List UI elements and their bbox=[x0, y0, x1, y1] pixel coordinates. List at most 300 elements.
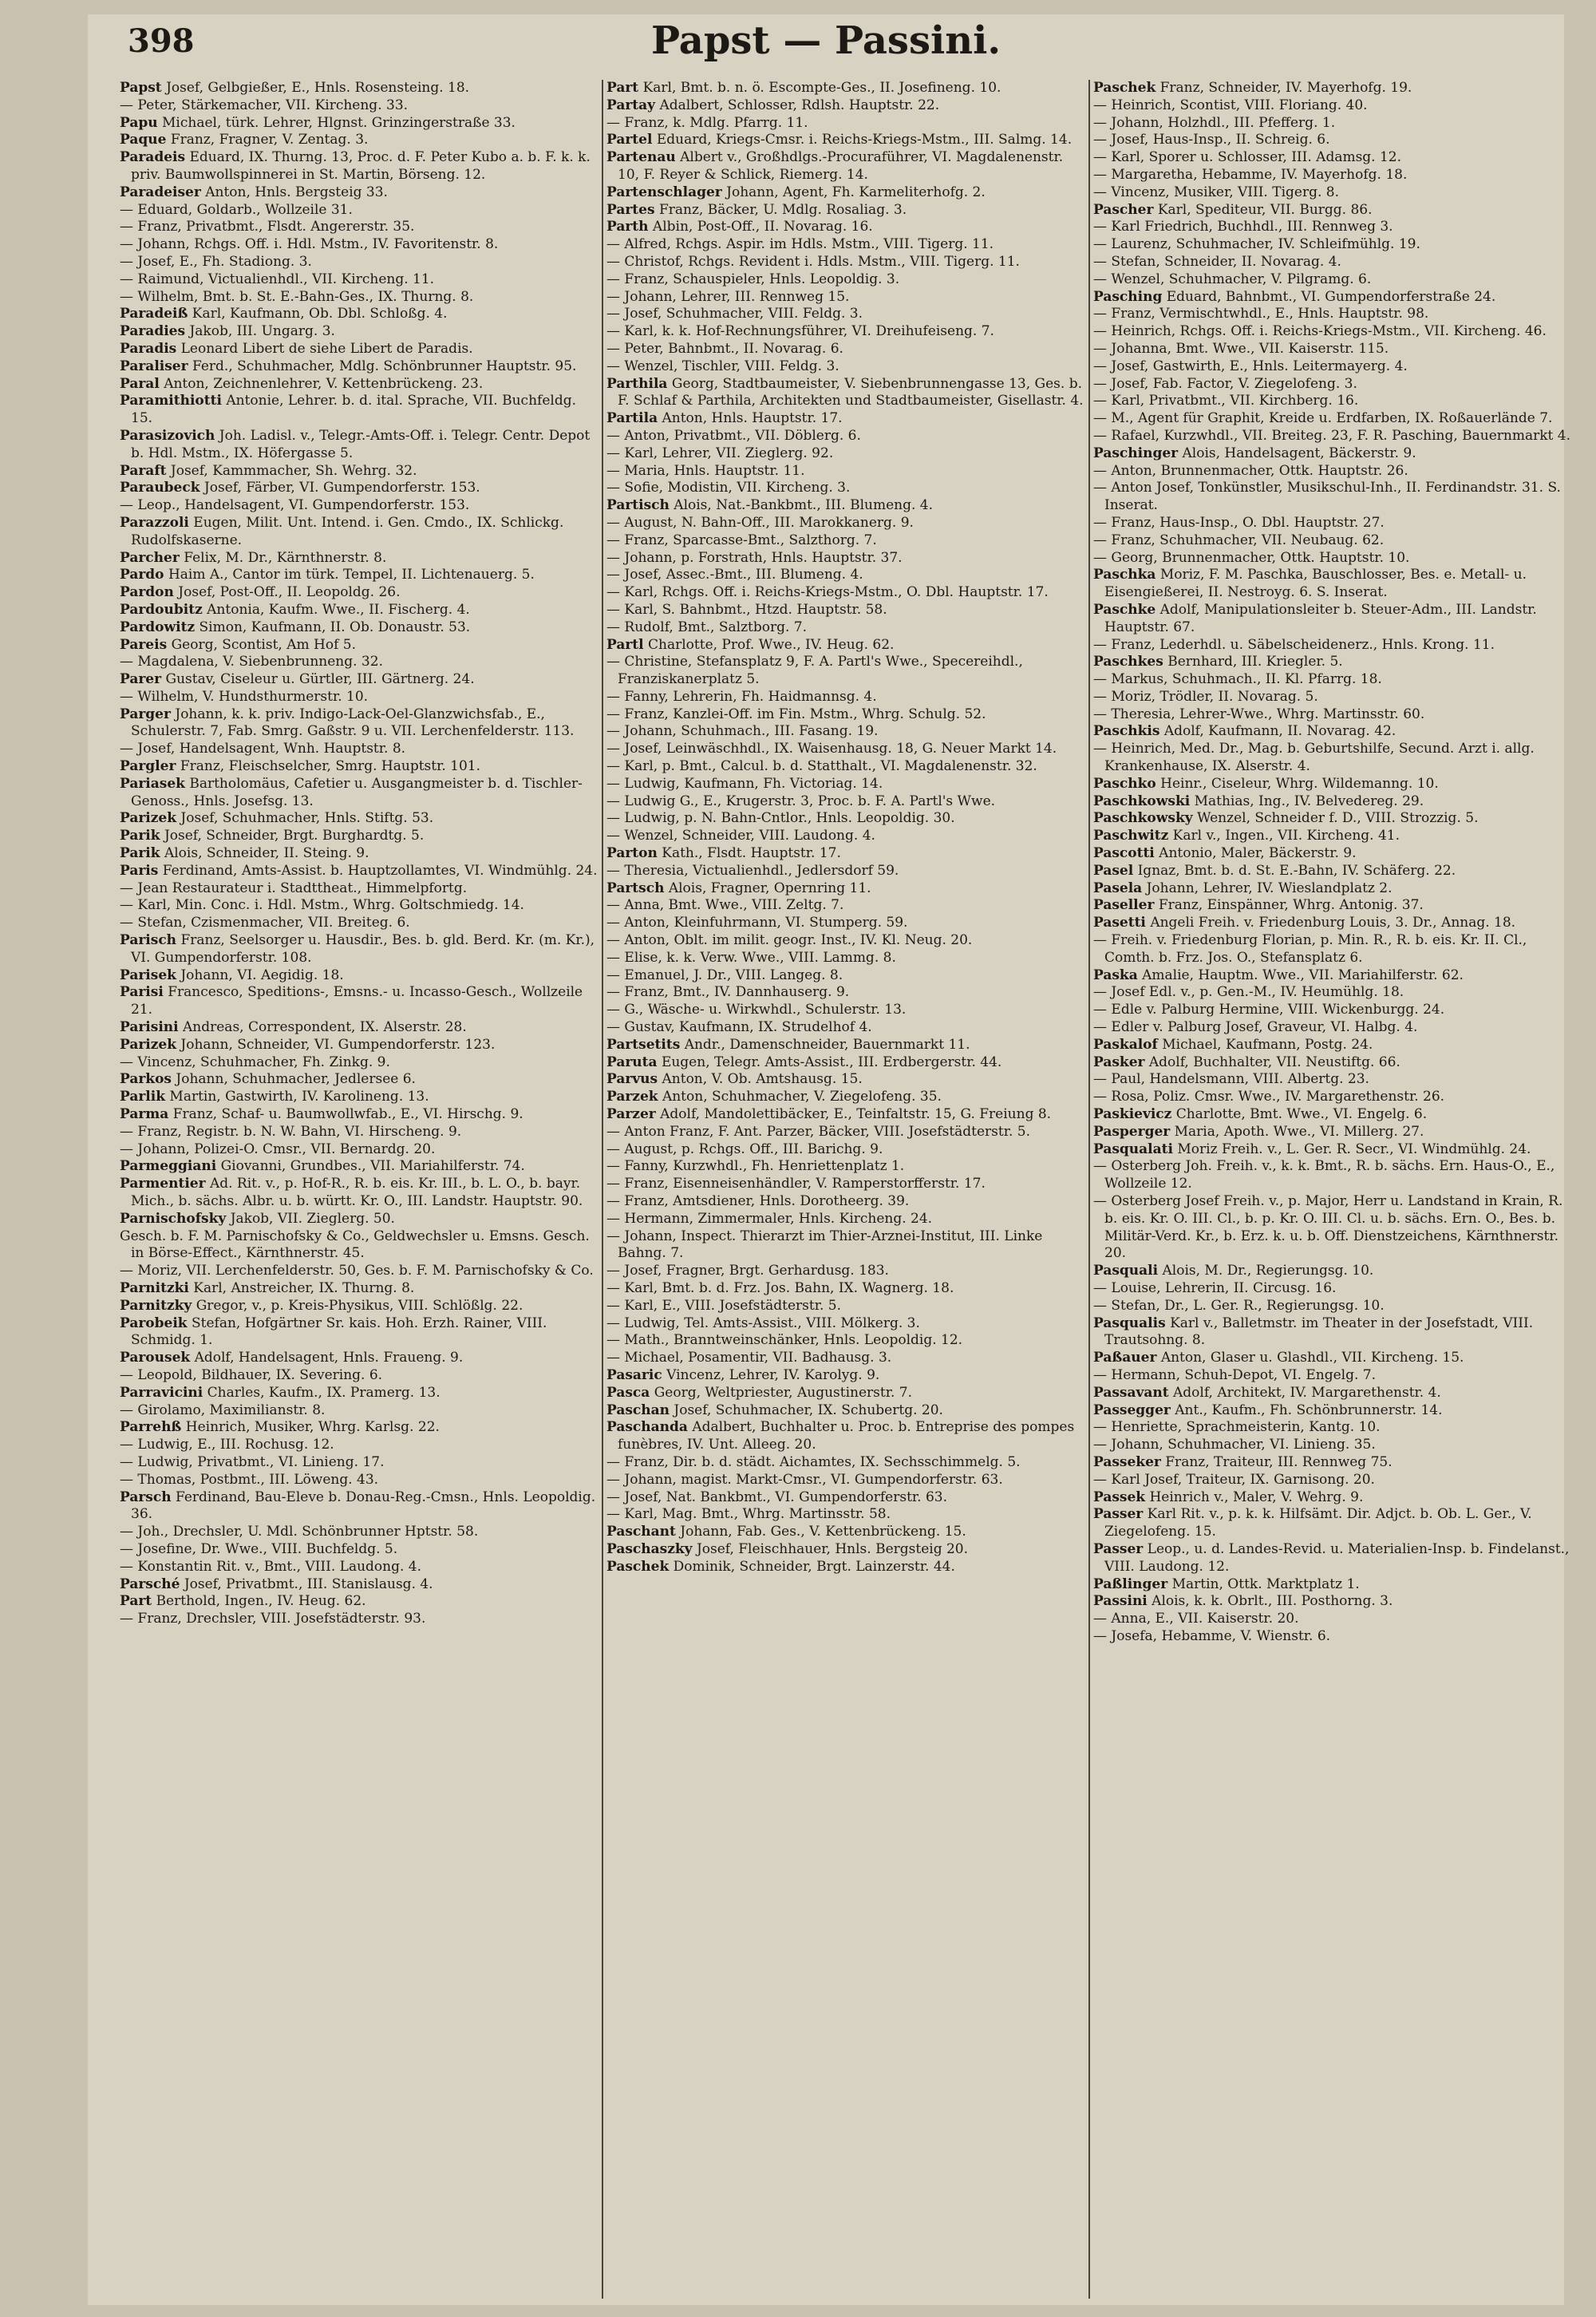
directory-entry bbox=[606, 341, 1085, 358]
entry-details: — M., Agent für Graphit, Kreide u. Erdfarben, IX. Roßauerlände 7. bbox=[1093, 410, 1553, 427]
directory-entry bbox=[1093, 984, 1572, 1002]
directory-entry bbox=[606, 550, 1085, 567]
directory-entry bbox=[120, 1402, 598, 1420]
directory-entry bbox=[1093, 550, 1572, 567]
entry-details: — Karl Josef, Traiteur, IX. Garnisong. 20. bbox=[1093, 1471, 1375, 1488]
directory-entry bbox=[606, 1141, 1085, 1159]
entry-details: — Eduard, Goldarb., Wollzeile 31. bbox=[120, 201, 353, 218]
entry-details: — Leopold, Bildhauer, IX. Severing. 6. bbox=[120, 1366, 383, 1383]
entry-surname: Partel bbox=[606, 132, 653, 148]
entry-surname: Parnischofsky bbox=[120, 1210, 227, 1227]
column-3 bbox=[1093, 80, 1572, 2299]
directory-entry bbox=[120, 863, 598, 880]
directory-entry bbox=[1093, 393, 1572, 410]
entry-details: Franz, Fragner, V. Zentag. 3. bbox=[170, 132, 369, 148]
directory-entry bbox=[606, 567, 1085, 584]
entry-details: — Stefan, Schneider, II. Novarag. 4. bbox=[1093, 253, 1341, 270]
entry-details: — Theresia, Lehrer-Wwe., Whrg. Martinsstr. 60. bbox=[1093, 706, 1425, 722]
directory-entry bbox=[120, 915, 598, 932]
directory-entry bbox=[606, 863, 1085, 880]
entry-surname: Paradeiser bbox=[120, 184, 201, 200]
entry-details: — Heinrich, Rchgs. Off. i. Reichs-Kriegs-Mstm., VII. Kircheng. 46. bbox=[1093, 323, 1547, 340]
entry-details: — Karl, S. Bahnbmt., Htzd. Hauptstr. 58. bbox=[606, 601, 887, 618]
entry-details: — Franz, Vermischtwhdl., E., Hnls. Hauptstr. 98. bbox=[1093, 306, 1429, 322]
entry-surname: Paschaszky bbox=[606, 1540, 693, 1557]
entry-details: — Vincenz, Musiker, VIII. Tigerg. 8. bbox=[1093, 184, 1339, 200]
entry-details: Simon, Kaufmann, II. Ob. Donaustr. 53. bbox=[199, 619, 471, 635]
entry-details: — Josef, Fab. Factor, V. Ziegelofeng. 3. bbox=[1093, 375, 1357, 392]
entry-details: Franz, Seelsorger u. Hausdir., Bes. b. gld. Berd. Kr. (m. Kr.), VI. Gumpendorferstr. 108. bbox=[131, 932, 595, 966]
directory-entry bbox=[120, 1054, 598, 1072]
entry-surname: Parasizovich bbox=[120, 427, 215, 444]
entry-surname: Passer bbox=[1093, 1506, 1144, 1523]
directory-entry bbox=[1093, 1576, 1572, 1594]
entry-surname: Parcher bbox=[120, 549, 180, 566]
entry-surname: Parisi bbox=[120, 984, 164, 1001]
entry-details: — Gustav, Kaufmann, IX. Strudelhof 4. bbox=[606, 1019, 872, 1036]
entry-details: Johann, VI. Aegidig. 18. bbox=[180, 967, 344, 983]
directory-entry bbox=[606, 376, 1085, 411]
directory-entry bbox=[1093, 480, 1572, 515]
directory-entry bbox=[606, 654, 1085, 689]
entry-surname: Paschwitz bbox=[1093, 828, 1169, 844]
entry-surname: Pasching bbox=[1093, 288, 1163, 305]
directory-entry bbox=[606, 97, 1085, 115]
entry-details: — Moriz, Trödler, II. Novarag. 5. bbox=[1093, 688, 1318, 705]
entry-details: — Ludwig, p. N. Bahn-Cntlor., Hnls. Leopoldig. 30. bbox=[606, 810, 955, 827]
entry-surname: Pascotti bbox=[1093, 845, 1155, 862]
directory-entry bbox=[606, 480, 1085, 497]
entry-details: Antonia, Kaufm. Wwe., II. Fischerg. 4. bbox=[207, 601, 470, 618]
entry-details: Franz, Schaf- u. Baumwollwfab., E., VI. Hirschg. 9. bbox=[172, 1106, 523, 1123]
directory-entry bbox=[120, 515, 598, 550]
entry-details: Johann, Lehrer, IV. Wieslandplatz 2. bbox=[1146, 880, 1393, 896]
entry-details: — Edler v. Palburg Josef, Graveur, VI. Halbg. 4. bbox=[1093, 1019, 1418, 1036]
entry-surname: Paschan bbox=[606, 1402, 670, 1418]
directory-entry bbox=[606, 202, 1085, 219]
directory-entry bbox=[1093, 115, 1572, 132]
directory-entry bbox=[120, 1211, 598, 1228]
directory-entry bbox=[606, 1524, 1085, 1541]
directory-entry bbox=[120, 463, 598, 480]
directory-entry bbox=[120, 358, 598, 376]
directory-entry bbox=[606, 1071, 1085, 1089]
directory-entry bbox=[120, 706, 598, 741]
entry-details: — Ludwig, Privatbmt., VI. Linieng. 17. bbox=[120, 1453, 385, 1470]
entry-details: — Josef, Handelsagent, Wnh. Hauptstr. 8. bbox=[120, 741, 406, 757]
entry-details: — Ludwig, E., III. Rochusg. 12. bbox=[120, 1437, 334, 1453]
entry-details: Josef, Post-Off., II. Leopoldg. 26. bbox=[178, 584, 401, 601]
entry-details: — Christof, Rchgs. Revident i. Hdls. Mstm., VIII. Tigerg. 11. bbox=[606, 253, 1020, 270]
entry-details: — Alfred, Rchgs. Aspir. im Hdls. Mstm., VIII. Tigerg. 11. bbox=[606, 236, 994, 253]
directory-entry bbox=[120, 497, 598, 515]
directory-entry bbox=[606, 880, 1085, 898]
entry-surname: Parton bbox=[606, 845, 658, 862]
directory-entry bbox=[120, 619, 598, 637]
directory-entry bbox=[1093, 1193, 1572, 1263]
directory-entry bbox=[120, 115, 598, 132]
entry-details: Wenzel, Schneider f. D., VIII. Strozzig. 5. bbox=[1197, 810, 1479, 827]
entry-details: Alois, Nat.-Bankbmt., III. Blumeng. 4. bbox=[674, 497, 933, 514]
entry-surname: Parik bbox=[120, 845, 160, 862]
entry-details: — August, p. Rchgs. Off., III. Barichg. 9. bbox=[606, 1141, 883, 1157]
entry-surname: Pariasek bbox=[120, 775, 185, 792]
directory-entry bbox=[606, 1089, 1085, 1106]
entry-details: — Josef, Gastwirth, E., Hnls. Leitermayerg. 4. bbox=[1093, 358, 1408, 374]
directory-entry bbox=[120, 1437, 598, 1454]
entry-details: Adolf, Handelsagent, Hnls. Fraueng. 9. bbox=[194, 1350, 464, 1366]
directory-entry bbox=[1093, 1054, 1572, 1072]
entry-details: — Franz, Amtsdiener, Hnls. Dorotheerg. 39. bbox=[606, 1193, 910, 1209]
entry-details: Karl, Anstreicher, IX. Thurng. 8. bbox=[193, 1279, 415, 1296]
directory-entry bbox=[120, 306, 598, 323]
directory-entry bbox=[606, 706, 1085, 724]
entry-surname: Partsetits bbox=[606, 1036, 681, 1053]
directory-entry bbox=[120, 80, 598, 97]
entry-surname: Partay bbox=[606, 97, 656, 113]
entry-surname: Paskalof bbox=[1093, 1036, 1158, 1053]
entry-details: Ferd., Schuhmacher, Mdlg. Schönbrunner Hauptstr. 95. bbox=[192, 358, 577, 374]
directory-entry bbox=[120, 1576, 598, 1594]
entry-details: Alois, M. Dr., Regierungsg. 10. bbox=[1162, 1263, 1374, 1279]
directory-entry bbox=[1093, 1454, 1572, 1472]
directory-entry bbox=[120, 671, 598, 689]
directory-entry bbox=[1093, 1141, 1572, 1159]
entry-details: Albert v., Großhdlgs.-Procuraführer, VI. Magdalenenstr. 10, F. Reyer & Schlick, Riemerg. 14. bbox=[618, 149, 1064, 183]
directory-entry bbox=[606, 689, 1085, 706]
entry-details: Amalie, Hauptm. Wwe., VII. Mariahilferstr. 62. bbox=[1142, 967, 1464, 983]
directory-entry bbox=[1093, 1611, 1572, 1628]
entry-details: — Paul, Handelsmann, VIII. Albertg. 23. bbox=[1093, 1071, 1369, 1088]
entry-surname: Paseller bbox=[1093, 897, 1155, 914]
entry-surname: Paraft bbox=[120, 462, 167, 479]
directory-entry bbox=[1093, 1263, 1572, 1280]
entry-surname: Parzer bbox=[606, 1106, 656, 1123]
entry-details: — Hermann, Zimmermaler, Hnls. Kircheng. 24. bbox=[606, 1210, 933, 1227]
entry-surname: Parisch bbox=[120, 932, 177, 949]
entry-details: Jakob, VII. Zieglerg. 50. bbox=[230, 1210, 395, 1227]
directory-entry bbox=[606, 1472, 1085, 1489]
entry-surname: Parsché bbox=[120, 1576, 180, 1592]
entry-surname: Parousek bbox=[120, 1350, 191, 1366]
directory-entry bbox=[120, 567, 598, 584]
entry-details: Karl v., Balletmstr. im Theater in der Josefstadt, VIII. Trautsohng. 8. bbox=[1104, 1315, 1534, 1349]
directory-entry bbox=[1093, 132, 1572, 149]
entry-details: Alois, Schneider, II. Steing. 9. bbox=[164, 845, 369, 862]
entry-surname: Part bbox=[120, 1593, 152, 1610]
entry-surname: Pasel bbox=[1093, 862, 1134, 879]
entry-surname: Parobeik bbox=[120, 1315, 188, 1331]
directory-entry bbox=[606, 80, 1085, 97]
directory-page bbox=[88, 14, 1570, 2305]
directory-entry bbox=[1093, 1002, 1572, 1019]
entry-details: — Johann, Schuhmacher, VI. Linieng. 35. bbox=[1093, 1437, 1376, 1453]
entry-details: Antonie, Lehrer. b. d. ital. Sprache, VII. Buchfeldg. 15. bbox=[131, 393, 576, 427]
entry-details: — Johann, p. Forstrath, Hnls. Hauptstr. 37. bbox=[606, 549, 903, 566]
entry-details: Anton, Hnls. Hauptstr. 17. bbox=[662, 410, 843, 427]
entry-surname: Paradies bbox=[120, 323, 186, 340]
directory-entry bbox=[606, 950, 1085, 967]
entry-surname: Pasqualis bbox=[1093, 1315, 1166, 1331]
entry-details: Georg, Scontist, Am Hof 5. bbox=[171, 636, 357, 653]
directory-entry bbox=[1093, 706, 1572, 724]
entry-surname: Paßauer bbox=[1093, 1350, 1157, 1366]
entry-details: Franz, Traiteur, III. Rennweg 75. bbox=[1165, 1453, 1393, 1470]
entry-details: Josef, Schneider, Brgt. Burghardtg. 5. bbox=[164, 828, 425, 844]
entry-details: — Josefa, Hebamme, V. Wienstr. 6. bbox=[1093, 1627, 1331, 1644]
directory-entry bbox=[1093, 341, 1572, 358]
entry-details: Vincenz, Lehrer, IV. Karolyg. 9. bbox=[666, 1366, 880, 1383]
entry-surname: Passer bbox=[1093, 1540, 1144, 1557]
entry-surname: Parger bbox=[120, 706, 171, 722]
entry-details: Adolf, Kaufmann, II. Novarag. 42. bbox=[1163, 723, 1396, 740]
directory-entry bbox=[1093, 445, 1572, 463]
directory-entry bbox=[120, 219, 598, 236]
entry-details: Eduard, IX. Thurng. 13, Proc. d. F. Peter Kubo a. b. F. k. k. priv. Baumwollspinnerei in St. Martin, Börseng. 12. bbox=[131, 149, 591, 183]
entry-surname: Parazzoli bbox=[120, 514, 189, 531]
directory-entry bbox=[606, 619, 1085, 637]
directory-entry bbox=[120, 1524, 598, 1541]
entry-details: — Josef, Fragner, Brgt. Gerhardusg. 183. bbox=[606, 1263, 889, 1279]
directory-entry bbox=[606, 532, 1085, 550]
entry-details: — Elise, k. k. Verw. Wwe., VIII. Lammg. 8. bbox=[606, 949, 896, 966]
directory-entry bbox=[120, 1106, 598, 1124]
directory-entry bbox=[120, 271, 598, 289]
entry-details: Leop., u. d. Landes-Revid. u. Materialien-Insp. b. Findelanst., VIII. Laudong. 12. bbox=[1104, 1540, 1570, 1575]
entry-surname: Papu bbox=[120, 114, 158, 131]
directory-entry bbox=[1093, 741, 1572, 776]
entry-details: — Josef, Haus-Insp., II. Schreig. 6. bbox=[1093, 132, 1330, 148]
directory-entry bbox=[120, 637, 598, 654]
entry-surname: Paschke bbox=[1093, 601, 1156, 618]
directory-entry bbox=[606, 776, 1085, 793]
entry-surname: Paskievicz bbox=[1093, 1106, 1172, 1123]
directory-entry bbox=[120, 1019, 598, 1037]
entry-details: — Laurenz, Schuhmacher, IV. Schleifmühlg. 19. bbox=[1093, 236, 1420, 253]
directory-entry bbox=[606, 897, 1085, 915]
entry-surname: Parthila bbox=[606, 375, 668, 392]
directory-entry bbox=[1093, 723, 1572, 741]
entry-details: — Girolamo, Maximilianstr. 8. bbox=[120, 1402, 326, 1418]
entry-details: — Karl, Rchgs. Off. i. Reichs-Kriegs-Mstm., O. Dbl. Hauptstr. 17. bbox=[606, 584, 1049, 601]
directory-entry bbox=[1093, 1419, 1572, 1437]
directory-entry bbox=[120, 1559, 598, 1576]
entry-details: Josef, Färber, VI. Gumpendorferstr. 153. bbox=[203, 480, 480, 496]
directory-entry bbox=[120, 1367, 598, 1385]
entry-details: Karl, Bmt. b. n. ö. Escompte-Ges., II. Josefineng. 10. bbox=[642, 80, 1001, 96]
entry-details: Martin, Gastwirth, IV. Karolineng. 13. bbox=[169, 1089, 429, 1105]
directory-entry bbox=[1093, 306, 1572, 323]
directory-entry bbox=[1093, 149, 1572, 167]
directory-entry bbox=[1093, 1298, 1572, 1315]
entry-details: Moriz, F. M. Paschka, Bauschlosser, Bes. e. Metall- u. Eisengießerei, II. Nestroyg. 6. S. Inserat. bbox=[1104, 567, 1527, 601]
directory-entry bbox=[606, 184, 1085, 202]
directory-entry bbox=[1093, 793, 1572, 811]
directory-entry bbox=[606, 828, 1085, 845]
entry-details: — Karl, Privatbmt., VII. Kirchberg. 16. bbox=[1093, 393, 1359, 409]
entry-details: Eugen, Milit. Unt. Intend. i. Gen. Cmdo., IX. Schlickg. Rudolfskaserne. bbox=[131, 514, 564, 548]
directory-entry bbox=[606, 1037, 1085, 1054]
directory-entry bbox=[1093, 289, 1572, 306]
directory-entry bbox=[606, 1506, 1085, 1524]
directory-entry bbox=[120, 1071, 598, 1089]
entry-details: Heinrich, Musiker, Whrg. Karlsg. 22. bbox=[185, 1419, 440, 1436]
directory-entry bbox=[120, 1176, 598, 1211]
entry-details: — Magdalena, V. Siebenbrunneng. 32. bbox=[120, 654, 383, 670]
entry-details: Karl, Spediteur, VII. Burgg. 86. bbox=[1157, 201, 1373, 218]
entry-surname: Paramithiotti bbox=[120, 393, 222, 409]
directory-entry bbox=[1093, 1315, 1572, 1350]
entry-details: — Fanny, Kurzwhdl., Fh. Henriettenplatz 1. bbox=[606, 1158, 905, 1175]
directory-entry bbox=[1093, 1506, 1572, 1541]
entry-surname: Parnitzki bbox=[120, 1279, 189, 1296]
entry-details: Josef, Privatbmt., III. Stanislausg. 4. bbox=[184, 1576, 433, 1592]
directory-entry bbox=[606, 915, 1085, 932]
directory-entry bbox=[606, 236, 1085, 254]
column-divider bbox=[1088, 80, 1090, 2299]
entry-details: — Anton Franz, F. Ant. Parzer, Bäcker, VIII. Josefstädterstr. 5. bbox=[606, 1123, 1031, 1140]
directory-entry bbox=[1093, 428, 1572, 445]
entry-surname: Papst bbox=[120, 80, 162, 96]
entry-details: Bartholomäus, Cafetier u. Ausgangmeister b. d. Tischler-Genoss., Hnls. Josefsg. 13. bbox=[131, 775, 583, 809]
entry-details: Karl Rit. v., p. k. k. Hilfsämt. Dir. Adjct. b. Ob. L. Ger., V. Ziegelofeng. 15. bbox=[1104, 1506, 1532, 1540]
directory-entry bbox=[606, 602, 1085, 619]
entry-surname: Pareis bbox=[120, 636, 168, 653]
directory-entry bbox=[606, 445, 1085, 463]
entry-details: Eugen, Telegr. Amts-Assist., III. Erdbergerstr. 44. bbox=[661, 1054, 1002, 1070]
entry-details: Karl v., Ingen., VII. Kircheng. 41. bbox=[1172, 828, 1400, 844]
entry-details: — Raimund, Victualienhdl., VII. Kircheng. 11. bbox=[120, 271, 435, 287]
directory-entry bbox=[120, 1280, 598, 1298]
directory-entry bbox=[120, 550, 598, 567]
entry-details: — Peter, Stärkemacher, VII. Kircheng. 33. bbox=[120, 97, 409, 113]
entry-surname: Parlik bbox=[120, 1089, 165, 1105]
entry-details: — Johann, magist. Markt-Cmsr., VI. Gumpendorferstr. 63. bbox=[606, 1471, 1003, 1488]
entry-details: — Franz, Eisenneisenhändler, V. Ramperstorfferstr. 17. bbox=[606, 1176, 986, 1192]
entry-details: — Rosa, Poliz. Cmsr. Wwe., IV. Margarethenstr. 26. bbox=[1093, 1089, 1445, 1105]
directory-entry bbox=[606, 115, 1085, 132]
entry-details: Leonard Libert de siehe Libert de Paradis. bbox=[180, 340, 473, 357]
directory-entry bbox=[1093, 254, 1572, 271]
directory-entry bbox=[120, 897, 598, 915]
entry-surname: Parvus bbox=[606, 1071, 658, 1088]
directory-entry bbox=[606, 306, 1085, 323]
entry-surname: Parisini bbox=[120, 1019, 179, 1036]
entry-details: — Johann, Rchgs. Off. i. Hdl. Mstm., IV. Favoritenstr. 8. bbox=[120, 236, 499, 253]
running-head: Papst — Passini. bbox=[650, 18, 1001, 63]
entry-details: — Karl, p. Bmt., Calcul. b. d. Statthalt., VI. Magdalenenstr. 32. bbox=[606, 758, 1037, 775]
directory-entry bbox=[1093, 1071, 1572, 1089]
directory-entry bbox=[606, 1002, 1085, 1019]
directory-entry bbox=[120, 1124, 598, 1141]
entry-details: — Konstantin Rit. v., Bmt., VIII. Laudong. 4. bbox=[120, 1558, 422, 1575]
entry-details: — Math., Branntweinschänker, Hnls. Leopoldig. 12. bbox=[606, 1332, 963, 1349]
entry-details: Michael, türk. Lehrer, Hlgnst. Grinzingerstraße 33. bbox=[162, 114, 516, 131]
entry-details: — Michael, Posamentir, VII. Badhausg. 3. bbox=[606, 1350, 892, 1366]
entry-surname: Partenschlager bbox=[606, 184, 722, 200]
directory-entry bbox=[1093, 97, 1572, 115]
directory-entry bbox=[120, 1141, 598, 1159]
directory-entry bbox=[1093, 1385, 1572, 1402]
entry-details: — Leop., Handelsagent, VI. Gumpendorferstr. 153. bbox=[120, 497, 470, 514]
directory-entry bbox=[1093, 897, 1572, 915]
entry-surname: Partsch bbox=[606, 880, 665, 896]
directory-entry bbox=[120, 1472, 598, 1489]
directory-entry bbox=[1093, 463, 1572, 480]
entry-details: — August, N. Bahn-Off., III. Marokkanerg. 9. bbox=[606, 514, 914, 531]
entry-details: — Anton Josef, Tonkünstler, Musikschul-Inh., II. Ferdinandstr. 31. S. Inserat. bbox=[1093, 480, 1561, 514]
directory-entry bbox=[120, 654, 598, 671]
entry-surname: Passini bbox=[1093, 1593, 1148, 1610]
entry-details: — Franz, Bmt., IV. Dannhauserg. 9. bbox=[606, 984, 850, 1001]
entry-details: — Josefine, Dr. Wwe., VIII. Buchfeldg. 5. bbox=[120, 1540, 398, 1557]
entry-details: — Anton, Privatbmt., VII. Döblerg. 6. bbox=[606, 427, 861, 444]
entry-details: — Johann, Polizei-O. Cmsr., VII. Bernardg. 20. bbox=[120, 1141, 436, 1157]
directory-entry bbox=[120, 132, 598, 149]
directory-entry bbox=[1093, 776, 1572, 793]
entry-details: — Johanna, Bmt. Wwe., VII. Kaiserstr. 115. bbox=[1093, 340, 1389, 357]
entry-details: — Johann, Schuhmach., III. Fasang. 19. bbox=[606, 723, 879, 740]
directory-entry bbox=[606, 1019, 1085, 1037]
directory-entry bbox=[120, 1454, 598, 1472]
directory-entry bbox=[120, 689, 598, 706]
entry-surname: Pasquali bbox=[1093, 1263, 1159, 1279]
directory-entry bbox=[606, 1211, 1085, 1228]
directory-entry bbox=[1093, 358, 1572, 376]
entry-details: Adalbert, Buchhalter u. Proc. b. Entreprise des pompes funèbres, IV. Unt. Alleeg. 20. bbox=[618, 1419, 1075, 1453]
entry-details: — Louise, Lehrerin, II. Circusg. 16. bbox=[1093, 1279, 1337, 1296]
entry-details: Karl, Kaufmann, Ob. Dbl. Schloßg. 4. bbox=[192, 306, 448, 322]
entry-details: Felix, M. Dr., Kärnthnerstr. 8. bbox=[184, 549, 387, 566]
entry-details: Josef, Gelbgießer, E., Hnls. Rosensteing. 18. bbox=[166, 80, 470, 96]
directory-entry bbox=[606, 410, 1085, 428]
entry-details: Anton, V. Ob. Amtshausg. 15. bbox=[662, 1071, 863, 1088]
directory-entry bbox=[1093, 1089, 1572, 1106]
entry-surname: Pasetti bbox=[1093, 915, 1146, 931]
entry-surname: Paschanda bbox=[606, 1419, 688, 1436]
entry-surname: Partl bbox=[606, 636, 644, 653]
column-2 bbox=[606, 80, 1085, 2299]
entry-surname: Paraubeck bbox=[120, 480, 200, 496]
entry-details: Ant., Kaufm., Fh. Schönbrunnerstr. 14. bbox=[1175, 1402, 1443, 1418]
directory-entry bbox=[606, 1228, 1085, 1263]
directory-entry bbox=[606, 1385, 1085, 1402]
directory-entry bbox=[1093, 1489, 1572, 1507]
entry-details: Mathias, Ing., IV. Belvedereg. 29. bbox=[1194, 793, 1424, 809]
entry-details: — Franz, Drechsler, VIII. Josefstädterstr. 93. bbox=[120, 1611, 426, 1627]
directory-entry bbox=[606, 271, 1085, 289]
directory-entry bbox=[120, 1089, 598, 1106]
directory-entry bbox=[1093, 863, 1572, 880]
entry-surname: Paruta bbox=[606, 1054, 658, 1070]
entry-details: — Freih. v. Friedenburg Florian, p. Min. R., R. b. eis. Kr. II. Cl., Comth. b. Frz. Jos. O., Stefansplatz 6. bbox=[1093, 932, 1527, 966]
entry-details: Eduard, Kriegs-Cmsr. i. Reichs-Kriegs-Mstm., III. Salmg. 14. bbox=[656, 132, 1073, 148]
directory-entry bbox=[120, 845, 598, 863]
entry-details: Anton, Glaser u. Glashdl., VII. Kircheng. 15. bbox=[1160, 1350, 1464, 1366]
directory-entry bbox=[1093, 602, 1572, 637]
entry-details: — Karl, Sporer u. Schlosser, III. Adamsg. 12. bbox=[1093, 149, 1402, 166]
entry-details: Stefan, Hofgärtner Sr. kais. Hoh. Erzh. Rainer, VIII. Schmidg. 1. bbox=[131, 1315, 547, 1349]
entry-details: Alois, k. k. Obrlt., III. Posthorng. 3. bbox=[1152, 1593, 1393, 1610]
entry-details: — Franz, k. Mdlg. Pfarrg. 11. bbox=[606, 114, 808, 131]
entry-details: — Franz, Sparcasse-Bmt., Salzthorg. 7. bbox=[606, 532, 877, 548]
directory-entry bbox=[606, 637, 1085, 654]
directory-entry bbox=[120, 932, 598, 967]
entry-details: — Ludwig, Tel. Amts-Assist., VIII. Mölkerg. 3. bbox=[606, 1315, 920, 1331]
directory-entry bbox=[1093, 1593, 1572, 1611]
entry-surname: Paßlinger bbox=[1093, 1576, 1168, 1592]
entry-details: Franz, Schneider, IV. Mayerhofg. 19. bbox=[1159, 80, 1412, 96]
